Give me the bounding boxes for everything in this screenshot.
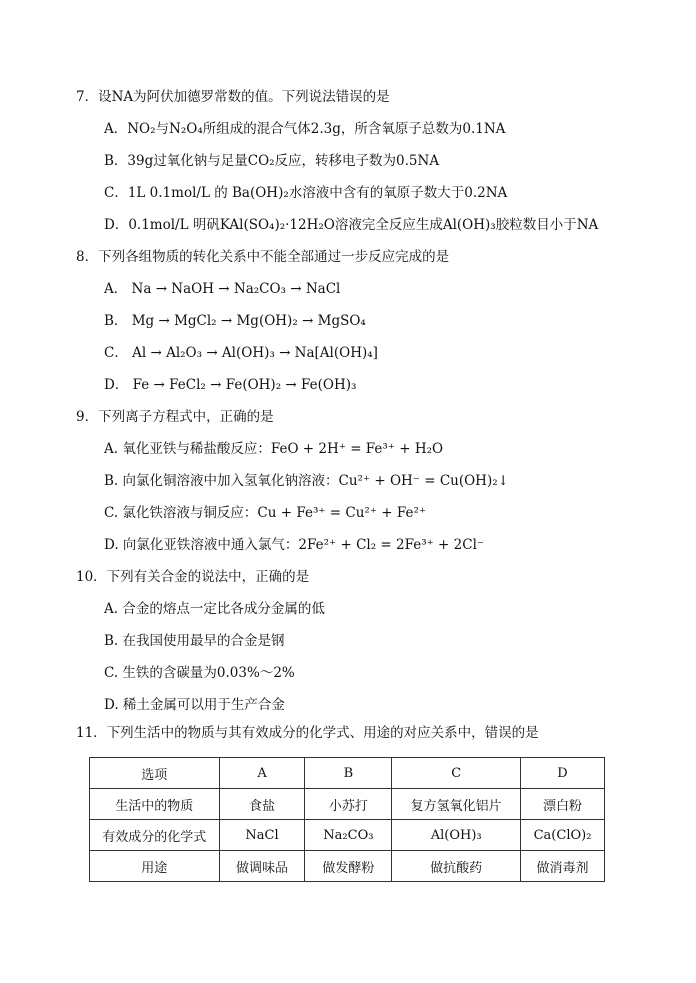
question-8-option-b: B． Mg → MgCl₂ → Mg(OH)₂ → MgSO₄: [104, 313, 366, 329]
table-cell: 复方氢氧化铝片: [392, 789, 521, 820]
answer-table: [89, 757, 605, 882]
table-cell: 漂白粉: [521, 789, 605, 820]
question-8-stem: 8．下列各组物质的转化关系中不能全部通过一步反应完成的是: [76, 249, 450, 265]
table-cell: 做调味品: [219, 851, 305, 882]
question-9-option-b: B. 向氯化铜溶液中加入氢氧化钠溶液：Cu²⁺ + OH⁻ = Cu(OH)₂↓: [104, 473, 509, 489]
table-row: [90, 820, 605, 851]
table-cell: 有效成分的化学式: [90, 820, 220, 851]
table-cell: A: [219, 758, 305, 789]
table-cell: 食盐: [219, 789, 305, 820]
question-10-option-c: C. 生铁的含碳量为0.03%～2%: [104, 665, 295, 681]
question-8-option-d: D． Fe → FeCl₂ → Fe(OH)₂ → Fe(OH)₃: [104, 377, 357, 393]
question-10-stem: 10．下列有关合金的说法中，正确的是: [76, 569, 310, 585]
question-8-option-a: A． Na → NaOH → Na₂CO₃ → NaCl: [104, 281, 341, 297]
table-cell: 小苏打: [305, 789, 392, 820]
table-row: [90, 789, 605, 820]
question-9-option-c: C. 氯化铁溶液与铜反应：Cu + Fe³⁺ = Cu²⁺ + Fe²⁺: [104, 505, 427, 521]
question-10-option-d: D. 稀土金属可以用于生产合金: [104, 697, 285, 713]
question-7-option-a: A．NO₂与N₂O₄所组成的混合气体2.3g，所含氧原子总数为0.1NA: [104, 121, 506, 137]
table-cell: 用途: [90, 851, 220, 882]
question-7-option-c: C．1L 0.1mol/L 的 Ba(OH)₂水溶液中含有的氧原子数大于0.2NA: [104, 185, 508, 201]
question-9-option-a: A. 氧化亚铁与稀盐酸反应：FeO + 2H⁺ = Fe³⁺ + H₂O: [104, 441, 444, 457]
table-row: [90, 758, 605, 789]
table-cell: 做抗酸药: [392, 851, 521, 882]
table-row: [90, 851, 605, 882]
table-cell: 做消毒剂: [521, 851, 605, 882]
question-7-option-d: D．0.1mol/L 明矾KAl(SO₄)₂·12H₂O溶液完全反应生成Al(OH)₃胶粒数目小于NA: [104, 217, 599, 233]
table-cell: 做发酵粉: [305, 851, 392, 882]
question-9-stem: 9．下列离子方程式中，正确的是: [76, 409, 274, 425]
question-10-option-b: B. 在我国使用最早的合金是钢: [104, 633, 285, 649]
table-cell: Na₂CO₃: [305, 820, 392, 851]
table-cell: 选项: [90, 758, 220, 789]
table-cell: Ca(ClO)₂: [521, 820, 605, 851]
table-cell: 生活中的物质: [90, 789, 220, 820]
table-cell: D: [521, 758, 605, 789]
table-cell: Al(OH)₃: [392, 820, 521, 851]
question-11-stem: 11．下列生活中的物质与其有效成分的化学式、用途的对应关系中，错误的是: [76, 725, 539, 741]
question-8-option-c: C． Al → Al₂O₃ → Al(OH)₃ → Na[Al(OH)₄]: [104, 345, 378, 361]
question-10-option-a: A. 合金的熔点一定比各成分金属的低: [104, 601, 325, 617]
table-cell: B: [305, 758, 392, 789]
table-cell: NaCl: [219, 820, 305, 851]
question-9-option-d: D. 向氯化亚铁溶液中通入氯气：2Fe²⁺ + Cl₂ = 2Fe³⁺ + 2Cl⁻: [104, 537, 485, 553]
question-7-option-b: B．39g过氧化钠与足量CO₂反应，转移电子数为0.5NA: [104, 153, 440, 169]
question-7-stem: 7．设NA为阿伏加德罗常数的值。下列说法错误的是: [76, 89, 390, 105]
table-cell: C: [392, 758, 521, 789]
